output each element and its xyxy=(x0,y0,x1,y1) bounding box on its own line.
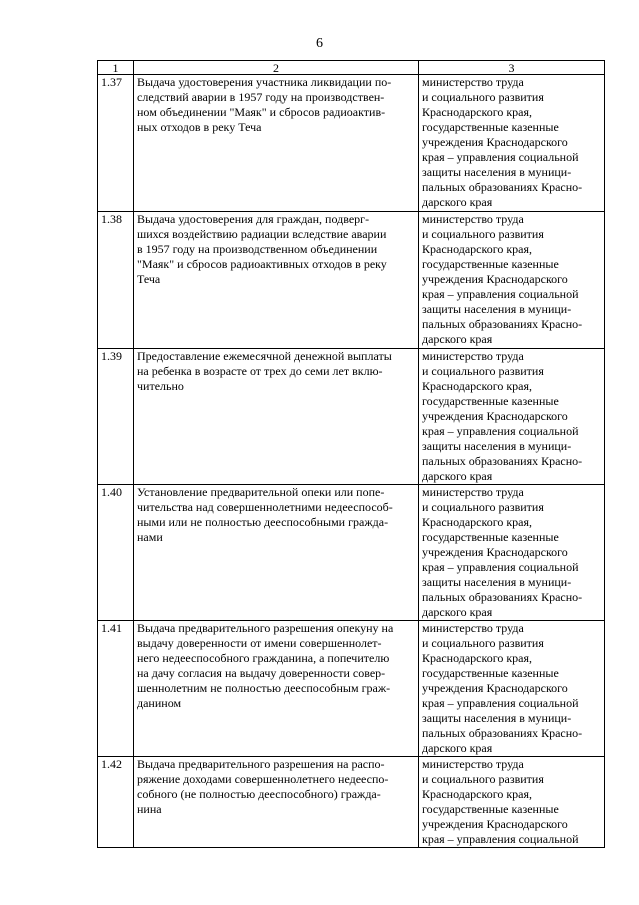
service-name-line: в 1957 году на производственном объединении xyxy=(137,242,378,256)
organization-line: и социального развития xyxy=(422,500,544,514)
column-header-organization: 3 xyxy=(419,61,605,75)
organization-line: Краснодарского края, xyxy=(422,787,533,801)
table-row xyxy=(98,485,605,621)
service-name-line: чительства над совершеннолетними недееспособ- xyxy=(137,500,393,514)
service-name-line: Предоставление ежемесячной денежной выплаты xyxy=(137,349,392,363)
organization-line: защиты населения в муници- xyxy=(422,575,572,589)
responsible-organization-cell xyxy=(419,485,605,621)
organization-line: защиты населения в муници- xyxy=(422,165,572,179)
service-name-line: Выдача удостоверения участника ликвидации по- xyxy=(137,75,392,89)
organization-line: дарского края xyxy=(422,469,493,483)
organization-line: защиты населения в муници- xyxy=(422,439,572,453)
organization-line: государственные казенные xyxy=(422,394,559,408)
responsible-organization-cell xyxy=(419,212,605,349)
organization-line: государственные казенные xyxy=(422,666,559,680)
table-row xyxy=(98,75,605,212)
organization-line: и социального развития xyxy=(422,772,544,786)
service-name-line: следствий аварии в 1957 году на производствен- xyxy=(137,90,385,104)
row-number: 1.40 xyxy=(98,485,134,621)
organization-line: учреждения Краснодарского xyxy=(422,817,568,831)
service-name-line: на дачу согласия на выдачу доверенности совер- xyxy=(137,666,386,680)
table-header-row xyxy=(98,61,605,75)
organization-line: пальных образованиях Красно- xyxy=(422,180,583,194)
organization-line: государственные казенные xyxy=(422,802,559,816)
organization-line: Краснодарского края, xyxy=(422,651,533,665)
organization-line: государственные казенные xyxy=(422,530,559,544)
organization-line: края – управления социальной xyxy=(422,150,579,164)
organization-line: дарского края xyxy=(422,195,493,209)
table-row xyxy=(98,212,605,349)
service-name-cell xyxy=(134,485,419,621)
organization-line: учреждения Краснодарского xyxy=(422,409,568,423)
row-number: 1.39 xyxy=(98,349,134,485)
service-name-line: Выдача предварительного разрешения опекуну на xyxy=(137,621,394,635)
organization-line: Краснодарского края, xyxy=(422,379,533,393)
organization-line: Краснодарского края, xyxy=(422,105,533,119)
organization-line: министерство труда xyxy=(422,75,524,89)
organization-line: учреждения Краснодарского xyxy=(422,545,568,559)
organization-line: края – управления социальной xyxy=(422,287,579,301)
organization-line: защиты населения в муници- xyxy=(422,711,572,725)
organization-line: министерство труда xyxy=(422,349,524,363)
organization-line: дарского края xyxy=(422,332,493,346)
row-number: 1.42 xyxy=(98,757,134,848)
organization-line: и социального развития xyxy=(422,364,544,378)
table-row xyxy=(98,349,605,485)
column-header-number: 1 xyxy=(98,61,134,75)
column-header-service: 2 xyxy=(134,61,419,75)
organization-line: края – управления социальной xyxy=(422,696,579,710)
service-name-line: чительно xyxy=(137,379,184,393)
service-name-line: выдачу доверенности от имени совершеннолет- xyxy=(137,636,382,650)
page-number: 6 xyxy=(316,36,323,51)
service-name-cell xyxy=(134,621,419,757)
service-name-line: собного (не полностью дееспособного) гражда- xyxy=(137,787,381,801)
organization-line: учреждения Краснодарского xyxy=(422,135,568,149)
row-number: 1.41 xyxy=(98,621,134,757)
organization-line: края – управления социальной xyxy=(422,424,579,438)
service-name-line: ряжение доходами совершеннолетнего недееспо- xyxy=(137,772,389,786)
row-number: 1.37 xyxy=(98,75,134,212)
organization-line: и социального развития xyxy=(422,636,544,650)
organization-line: пальных образованиях Красно- xyxy=(422,317,583,331)
service-name-line: ных отходов в реку Теча xyxy=(137,120,262,134)
service-name-line: шихся воздействию радиации вследствие аварии xyxy=(137,227,387,241)
responsible-organization-cell xyxy=(419,349,605,485)
organization-line: государственные казенные xyxy=(422,120,559,134)
organization-line: дарского края xyxy=(422,741,493,755)
organization-line: государственные казенные xyxy=(422,257,559,271)
organization-line: Краснодарского края, xyxy=(422,515,533,529)
organization-line: Краснодарского края, xyxy=(422,242,533,256)
organization-line: учреждения Краснодарского xyxy=(422,272,568,286)
service-name-line: на ребенка в возрасте от трех до семи лет вклю- xyxy=(137,364,383,378)
table-row xyxy=(98,621,605,757)
responsible-organization-cell xyxy=(419,621,605,757)
service-name-line: него недееспособного гражданина, а попечителю xyxy=(137,651,390,665)
service-name-cell xyxy=(134,212,419,349)
organization-line: края – управления социальной xyxy=(422,832,579,846)
organization-line: пальных образованиях Красно- xyxy=(422,726,583,740)
organization-line: министерство труда xyxy=(422,212,524,226)
service-name-line: данином xyxy=(137,696,182,710)
organization-line: защиты населения в муници- xyxy=(422,302,572,316)
table-row xyxy=(98,757,605,848)
organization-line: края – управления социальной xyxy=(422,560,579,574)
organization-line: и социального развития xyxy=(422,227,544,241)
organization-line: пальных образованиях Красно- xyxy=(422,590,583,604)
service-name-cell xyxy=(134,349,419,485)
organization-line: министерство труда xyxy=(422,757,524,771)
service-name-line: нами xyxy=(137,530,163,544)
service-name-line: шеннолетним не полностью дееспособным граж- xyxy=(137,681,391,695)
service-name-line: нина xyxy=(137,802,162,816)
organization-line: дарского края xyxy=(422,605,493,619)
responsible-organization-cell xyxy=(419,757,605,848)
service-name-line: ном объединении "Маяк" и сбросов радиоактив- xyxy=(137,105,386,119)
organization-line: учреждения Краснодарского xyxy=(422,681,568,695)
services-table xyxy=(97,60,605,848)
row-number: 1.38 xyxy=(98,212,134,349)
service-name-line: Выдача предварительного разрешения на распо- xyxy=(137,757,385,771)
responsible-organization-cell xyxy=(419,75,605,212)
organization-line: министерство труда xyxy=(422,621,524,635)
organization-line: и социального развития xyxy=(422,90,544,104)
service-name-cell xyxy=(134,757,419,848)
service-name-line: Установление предварительной опеки или попе- xyxy=(137,485,385,499)
service-name-cell xyxy=(134,75,419,212)
organization-line: пальных образованиях Красно- xyxy=(422,454,583,468)
service-name-line: "Маяк" и сбросов радиоактивных отходов в реку xyxy=(137,257,387,271)
service-name-line: Выдача удостоверения для граждан, подверг- xyxy=(137,212,370,226)
organization-line: министерство труда xyxy=(422,485,524,499)
service-name-line: ными или не полностью дееспособными гражда- xyxy=(137,515,389,529)
service-name-line: Теча xyxy=(137,272,161,286)
